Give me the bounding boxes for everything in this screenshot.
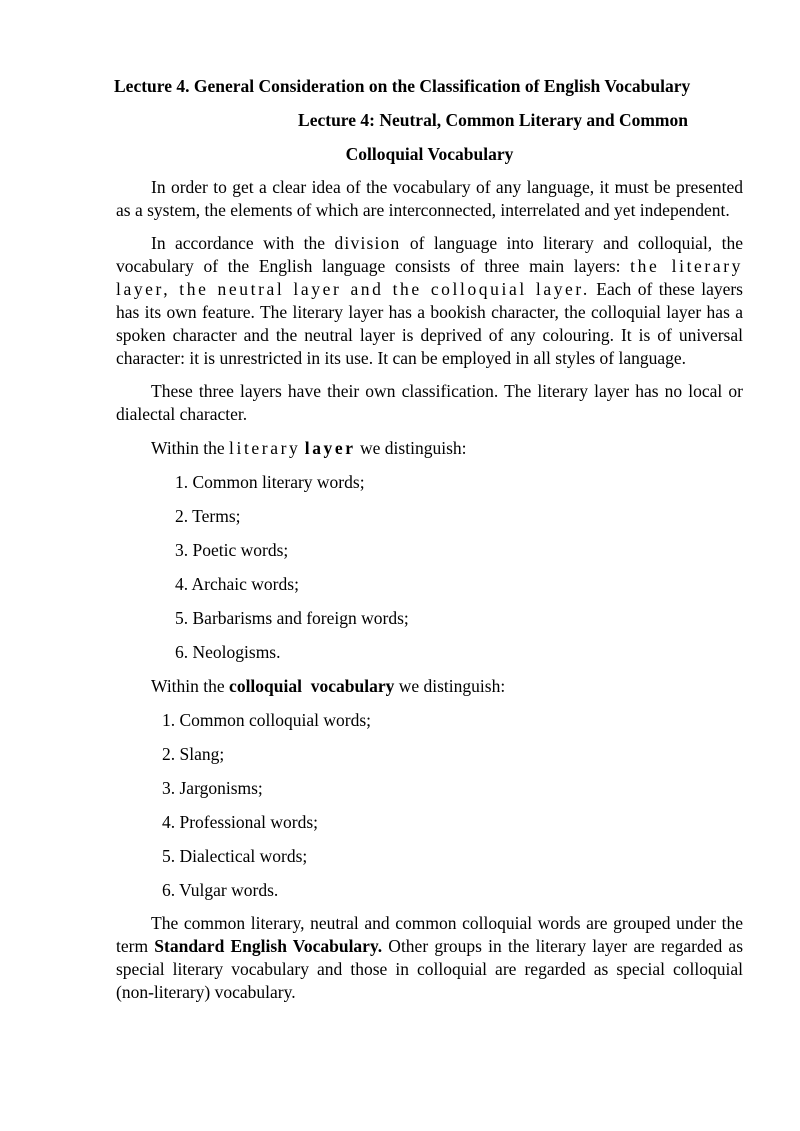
list-item: 4. Professional words; — [162, 812, 319, 832]
division-word: division — [334, 233, 401, 253]
colloquial-vocabulary-intro — [116, 675, 743, 698]
intro-text: we distinguish: — [394, 676, 506, 696]
standard-english-vocabulary-term: Standard English Vocabulary. — [154, 936, 383, 956]
layers-paragraph-text: of language into literary and colloquial, the vocabulary of the English language consists of three main layers: — [116, 233, 743, 276]
colloquial-vocabulary-term: colloquial vocabulary — [229, 676, 395, 696]
list-item: 4. Archaic words; — [175, 574, 299, 594]
lecture-subtitle-line1: Lecture 4: Neutral, Common Literary and Common — [298, 110, 688, 130]
literary-layer-intro — [116, 437, 743, 460]
literary-word: literary — [229, 438, 301, 458]
lecture-title: Lecture 4. General Consideration on the Classification of English Vocabulary — [114, 76, 691, 96]
document-page — [116, 75, 743, 1004]
layers-paragraph-text: Each of these layers has its own feature. The literary layer has a bookish character, the colloquial layer has a spoken character and the neutral layer is deprived of any colouring. It is of universal character: it is unrestricted in its use. It can be employed in all styles of language. — [116, 279, 743, 368]
list-item: 3. Poetic words; — [175, 540, 289, 560]
list-item: 1. Common literary words; — [175, 472, 365, 492]
list-item: 2. Slang; — [162, 744, 225, 764]
list-item: 6. Neologisms. — [175, 642, 281, 662]
intro-paragraph: In order to get a clear idea of the vocabulary of any language, it must be presented as a system, the elements of which are interconnected, interrelated and yet independent. — [116, 177, 743, 220]
intro-text: we distinguish: — [355, 438, 467, 458]
literary-list — [116, 471, 743, 664]
closing-text: The common literary, neutral and common colloquial words are grouped under the term — [116, 913, 743, 956]
list-item: 1. Common colloquial words; — [162, 710, 372, 730]
list-item: 5. Barbarisms and foreign words; — [175, 608, 409, 628]
closing-text: Other groups in the literary layer are regarded as special literary vocabulary and those in colloquial are regarded as special colloquial (non-literary) vocabulary. — [116, 936, 744, 1002]
layers-paragraph-text: In accordance with the — [151, 233, 335, 253]
list-item: 5. Dialectical words; — [162, 846, 308, 866]
layer-word: layer — [304, 438, 356, 458]
list-item: 6. Vulgar words. — [162, 880, 279, 900]
classification-paragraph: These three layers have their own classification. The literary layer has no local or dialectal character. — [116, 381, 743, 424]
three-layers-phrase: the literary layer, the neutral layer and the colloquial layer. — [116, 256, 743, 299]
colloquial-list — [116, 709, 743, 902]
list-item: 3. Jargonisms; — [162, 778, 263, 798]
intro-text: Within the — [151, 676, 230, 696]
lecture-subtitle-line2: Colloquial Vocabulary — [345, 144, 514, 164]
closing-paragraph — [116, 912, 743, 1004]
layers-paragraph — [116, 232, 743, 370]
intro-text: Within the — [151, 438, 230, 458]
list-item: 2. Terms; — [175, 506, 241, 526]
